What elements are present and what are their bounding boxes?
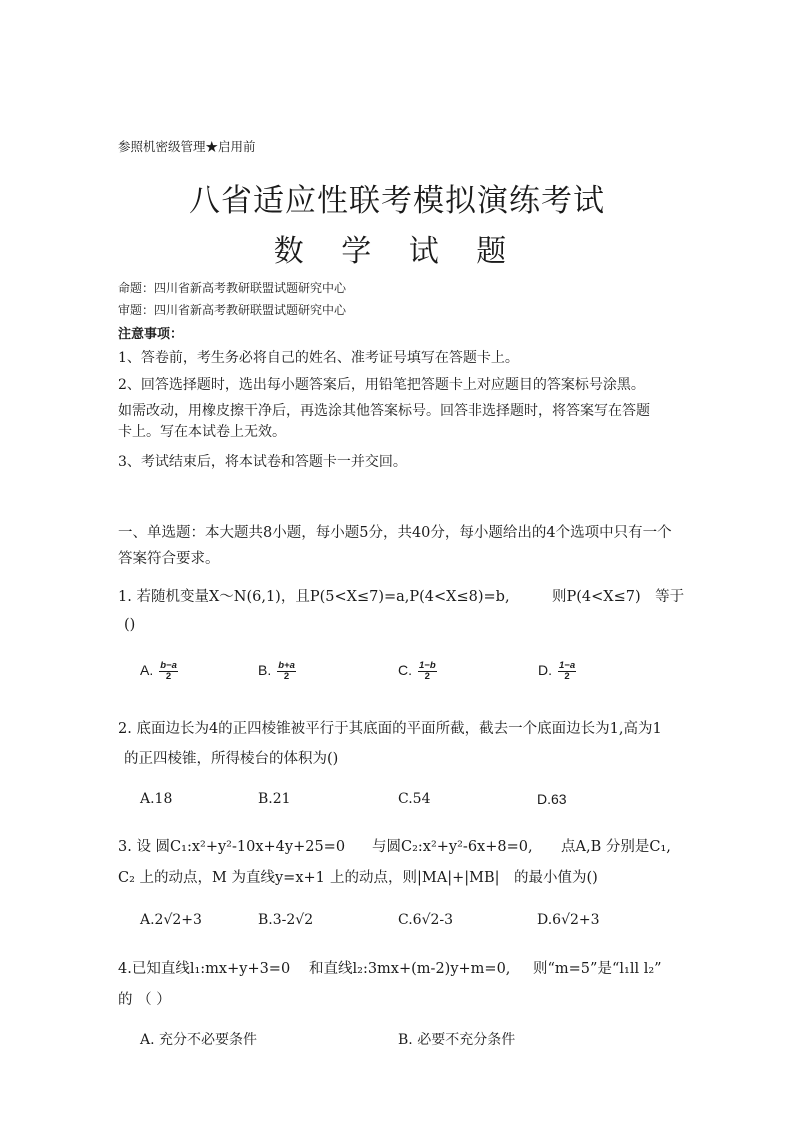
option-a: A.2√2+3 [140, 912, 202, 928]
option-a: A. 充分不必要条件 [140, 1032, 258, 1048]
option-c: C.54 [398, 791, 431, 807]
secret-label: 参照机密级管理★启用前 [118, 139, 256, 154]
question-text: 上的动点，则|MA|+|MB| 的最小值为() [330, 870, 598, 886]
option-b: B. $\frac{b+a}{2}$ [258, 660, 295, 682]
option-b: B.21 [258, 791, 291, 807]
note-line: 1、答卷前，考生务必将自己的姓名、准考证号填写在答题卡上。 [118, 350, 519, 366]
option-d: D.63 [537, 791, 567, 807]
option-d: D. $\frac{1-a}{2}$ [538, 660, 576, 682]
question-text: 4.已知直线l₁:mx+y+3=0 [118, 961, 291, 977]
option-b: B. 必要不充分条件 [398, 1032, 516, 1048]
section-intro: 一、单选题：本大题共8小题，每小题5分，共40分，每小题给出的4个选项中只有一个 [118, 525, 672, 541]
question-text: 则P(4<X≤7) 等于 [552, 589, 685, 605]
reviewer-line: 审题：四川省新高考教研联盟试题研究中心 [118, 303, 347, 317]
option-a: A. $\frac{b-a}{2}$ [140, 660, 177, 682]
subject-title: 数 学 试 题 [273, 234, 521, 269]
section-intro: 答案符合要求。 [118, 551, 220, 567]
option-d: D.6√2+3 [537, 912, 600, 928]
notes-title: 注意事项： [118, 327, 184, 342]
question-text: C₂ 上的动点，M 为直线y=x+1 [118, 870, 325, 886]
question-text: 2. 底面边长为4的正四棱锥被平行于其底面的平面所截，截去一个底面边长为1,高为1 [118, 721, 662, 737]
proposer-line: 命题：四川省新高考教研联盟试题研究中心 [118, 281, 347, 295]
question-text: 1. 若随机变量X～N(6,1)，且P(5<X≤7)=a,P(4<X≤8)=b, [118, 589, 510, 605]
note-line: 卡上。写在本试卷上无效。 [118, 424, 286, 440]
question-text: 与圆C₂:x²+y²-6x+8=0, [372, 839, 533, 855]
question-text: 3. 设 圆C₁:x²+y²-10x+4y+25=0 [118, 839, 346, 855]
question-text: () [124, 617, 136, 633]
question-text: 的 （ ） [118, 992, 171, 1008]
option-a: A.18 [140, 791, 173, 807]
option-b: B.3-2√2 [258, 912, 314, 928]
question-text: 点A,B 分别是C₁, [561, 839, 671, 855]
question-text: 和直线l₂:3mx+(m-2)y+m=0, [309, 961, 511, 977]
note-line: 如需改动，用橡皮擦干净后，再选涂其他答案标号。回答非选择题时，将答案写在答题 [118, 403, 650, 419]
option-c: C. $\frac{1-b}{2}$ [398, 660, 436, 682]
note-line: 3、考试结束后，将本试卷和答题卡一并交回。 [118, 454, 407, 470]
exam-title: 八省适应性联考模拟演练考试 [189, 183, 605, 219]
note-line: 2、回答选择题时，选出每小题答案后，用铅笔把答题卡上对应题目的答案标号涂黑。 [118, 377, 645, 393]
question-text: 则“m=5”是“l₁ll l₂” [533, 961, 662, 977]
option-c: C.6√2-3 [398, 912, 454, 928]
question-text: 的正四棱锥，所得棱台的体积为() [124, 751, 339, 767]
